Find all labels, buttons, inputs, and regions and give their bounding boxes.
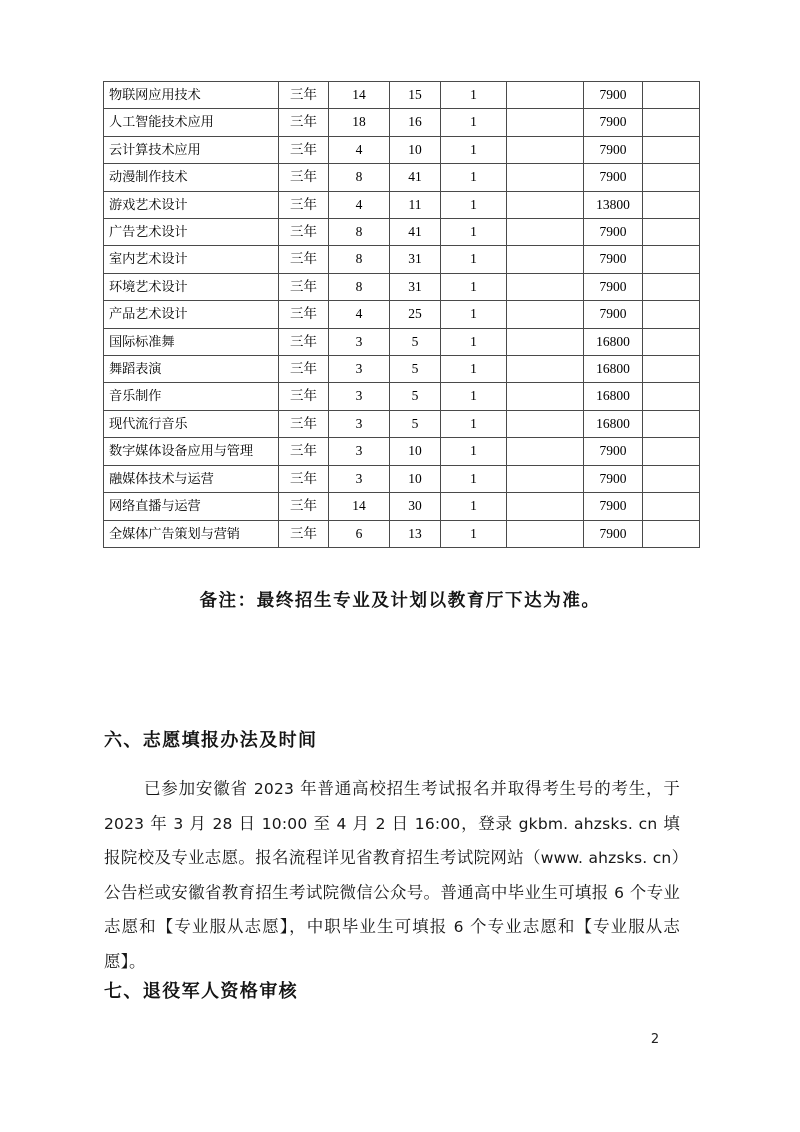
par-text-13: 月 xyxy=(346,813,376,833)
cell-years: 三年 xyxy=(279,273,329,300)
cell-plan-3: 1 xyxy=(441,136,507,163)
cell-major: 云计算技术应用 xyxy=(104,136,279,163)
cell-years: 三年 xyxy=(279,301,329,328)
cell-remark xyxy=(643,438,700,465)
cell-plan-3: 1 xyxy=(441,328,507,355)
cell-years: 三年 xyxy=(279,383,329,410)
cell-fee: 7900 xyxy=(584,438,643,465)
table-row xyxy=(104,520,700,547)
cell-fee: 7900 xyxy=(584,246,643,273)
par-text-3: 年普通高校招生考试报名并取得考生号的考生，于 xyxy=(294,779,681,798)
cell-remark xyxy=(643,82,700,109)
table-row xyxy=(104,82,700,109)
cell-major: 全媒体广告策划与营销 xyxy=(104,520,279,547)
cell-remark xyxy=(643,246,700,273)
cell-plan-2: 11 xyxy=(390,191,441,218)
cell-plan-1: 3 xyxy=(329,383,390,410)
cell-plan-3: 1 xyxy=(441,191,507,218)
cell-remark xyxy=(643,301,700,328)
par-text-17: ，登录 xyxy=(460,813,519,833)
table-footnote: 备注：最终招生专业及计划以教育厅下达为准。 xyxy=(199,591,601,611)
par-text-15: 日 xyxy=(385,813,415,833)
cell-remark xyxy=(643,520,700,547)
cell-plan-1: 8 xyxy=(329,273,390,300)
cell-remark xyxy=(643,465,700,492)
cell-plan-3: 1 xyxy=(441,109,507,136)
par-text-7: 月 xyxy=(183,813,213,833)
cell-blank xyxy=(507,328,584,355)
table-row xyxy=(104,246,700,273)
par-url-gkbm: gkbm. ahzsks. cn xyxy=(518,814,658,833)
cell-remark xyxy=(643,109,700,136)
table-row xyxy=(104,383,700,410)
cell-blank xyxy=(507,493,584,520)
par-month-4: 4 xyxy=(336,814,347,833)
cell-plan-1: 4 xyxy=(329,191,390,218)
cell-years: 三年 xyxy=(279,246,329,273)
par-year-2023-b: 2023 xyxy=(104,814,145,833)
cell-major: 数字媒体设备应用与管理 xyxy=(104,438,279,465)
cell-plan-2: 41 xyxy=(390,219,441,246)
cell-plan-1: 4 xyxy=(329,301,390,328)
cell-plan-1: 3 xyxy=(329,410,390,437)
cell-fee: 16800 xyxy=(584,410,643,437)
enrollment-plan-table xyxy=(103,81,700,548)
cell-fee: 16800 xyxy=(584,356,643,383)
cell-blank xyxy=(507,273,584,300)
cell-plan-1: 3 xyxy=(329,356,390,383)
par-text-21: ）公告栏或安徽省教育招生考试院微信公众号。普通高中毕业生可填报 xyxy=(104,848,681,902)
cell-plan-3: 1 xyxy=(441,520,507,547)
cell-years: 三年 xyxy=(279,82,329,109)
cell-plan-2: 15 xyxy=(390,82,441,109)
cell-major: 音乐制作 xyxy=(104,383,279,410)
cell-years: 三年 xyxy=(279,109,329,136)
cell-fee: 7900 xyxy=(584,136,643,163)
cell-plan-2: 5 xyxy=(390,410,441,437)
cell-plan-2: 5 xyxy=(390,383,441,410)
cell-plan-2: 10 xyxy=(390,136,441,163)
cell-plan-1: 14 xyxy=(329,82,390,109)
cell-plan-1: 18 xyxy=(329,109,390,136)
cell-plan-3: 1 xyxy=(441,493,507,520)
cell-blank xyxy=(507,520,584,547)
cell-plan-1: 3 xyxy=(329,465,390,492)
par-month-3: 3 xyxy=(173,814,184,833)
cell-fee: 7900 xyxy=(584,465,643,492)
cell-plan-1: 14 xyxy=(329,493,390,520)
cell-fee: 7900 xyxy=(584,109,643,136)
table-row xyxy=(104,465,700,492)
cell-fee: 7900 xyxy=(584,520,643,547)
cell-fee: 7900 xyxy=(584,164,643,191)
cell-plan-1: 8 xyxy=(329,246,390,273)
par-text-9: 日 xyxy=(232,813,262,833)
table-row xyxy=(104,438,700,465)
par-count-6-a: 6 xyxy=(614,883,625,902)
table-row xyxy=(104,191,700,218)
cell-plan-3: 1 xyxy=(441,438,507,465)
table-row xyxy=(104,109,700,136)
cell-remark xyxy=(643,493,700,520)
cell-major: 产品艺术设计 xyxy=(104,301,279,328)
cell-plan-2: 25 xyxy=(390,301,441,328)
cell-remark xyxy=(643,410,700,437)
cell-years: 三年 xyxy=(279,438,329,465)
cell-major: 人工智能技术应用 xyxy=(104,109,279,136)
cell-blank xyxy=(507,301,584,328)
cell-fee: 7900 xyxy=(584,82,643,109)
cell-years: 三年 xyxy=(279,136,329,163)
par-text-5: 年 xyxy=(144,813,174,833)
cell-remark xyxy=(643,191,700,218)
cell-plan-2: 13 xyxy=(390,520,441,547)
cell-plan-2: 16 xyxy=(390,109,441,136)
par-url-ahzsks: www. ahzsks. cn xyxy=(540,849,672,867)
cell-fee: 7900 xyxy=(584,301,643,328)
cell-plan-2: 31 xyxy=(390,273,441,300)
table-row xyxy=(104,356,700,383)
cell-plan-1: 8 xyxy=(329,219,390,246)
cell-major: 室内艺术设计 xyxy=(104,246,279,273)
cell-fee: 16800 xyxy=(584,328,643,355)
cell-years: 三年 xyxy=(279,493,329,520)
cell-remark xyxy=(643,136,700,163)
table-row xyxy=(104,328,700,355)
cell-plan-3: 1 xyxy=(441,383,507,410)
cell-remark xyxy=(643,383,700,410)
cell-fee: 16800 xyxy=(584,383,643,410)
table-row xyxy=(104,164,700,191)
par-text-19: 填报院校及专业志愿。报名流程详见省教育招生考试院网站（ xyxy=(104,813,680,867)
cell-blank xyxy=(507,82,584,109)
par-day-2: 2 xyxy=(375,814,386,833)
cell-plan-2: 5 xyxy=(390,328,441,355)
cell-plan-3: 1 xyxy=(441,273,507,300)
cell-major: 舞蹈表演 xyxy=(104,356,279,383)
cell-major: 动漫制作技术 xyxy=(104,164,279,191)
section-six-paragraph xyxy=(104,772,680,979)
par-year-2023-a: 2023 xyxy=(253,780,295,798)
cell-plan-2: 31 xyxy=(390,246,441,273)
cell-blank xyxy=(507,191,584,218)
cell-plan-1: 6 xyxy=(329,520,390,547)
cell-plan-3: 1 xyxy=(441,410,507,437)
section-heading-seven: 七、退役军人资格审核 xyxy=(104,981,298,1002)
cell-fee: 7900 xyxy=(584,219,643,246)
cell-plan-3: 1 xyxy=(441,82,507,109)
cell-blank xyxy=(507,410,584,437)
par-time-end: 16:00 xyxy=(414,814,461,833)
cell-major: 国际标准舞 xyxy=(104,328,279,355)
cell-years: 三年 xyxy=(279,219,329,246)
cell-blank xyxy=(507,438,584,465)
cell-plan-3: 1 xyxy=(441,219,507,246)
cell-major: 物联网应用技术 xyxy=(104,82,279,109)
cell-plan-3: 1 xyxy=(441,301,507,328)
cell-major: 现代流行音乐 xyxy=(104,410,279,437)
cell-blank xyxy=(507,356,584,383)
section-heading-six: 六、志愿填报办法及时间 xyxy=(104,730,318,751)
table-row xyxy=(104,301,700,328)
cell-plan-2: 10 xyxy=(390,438,441,465)
cell-plan-1: 3 xyxy=(329,328,390,355)
cell-plan-2: 5 xyxy=(390,356,441,383)
cell-remark xyxy=(643,328,700,355)
cell-remark xyxy=(643,273,700,300)
par-text-11: 至 xyxy=(307,813,337,833)
cell-plan-3: 1 xyxy=(441,164,507,191)
table-row xyxy=(104,219,700,246)
cell-years: 三年 xyxy=(279,191,329,218)
par-text-25: 个专业志愿和【专业服从志愿】。 xyxy=(104,917,680,971)
par-text-23: 个专业志愿和【专业服从志愿】，中职毕业生可填报 xyxy=(104,882,680,936)
cell-major: 网络直播与运营 xyxy=(104,493,279,520)
cell-plan-2: 41 xyxy=(390,164,441,191)
cell-plan-1: 4 xyxy=(329,136,390,163)
cell-remark xyxy=(643,164,700,191)
table-row xyxy=(104,273,700,300)
cell-remark xyxy=(643,356,700,383)
cell-major: 广告艺术设计 xyxy=(104,219,279,246)
cell-years: 三年 xyxy=(279,410,329,437)
cell-blank xyxy=(507,164,584,191)
cell-blank xyxy=(507,465,584,492)
cell-major: 游戏艺术设计 xyxy=(104,191,279,218)
cell-major: 融媒体技术与运营 xyxy=(104,465,279,492)
cell-plan-3: 1 xyxy=(441,246,507,273)
cell-blank xyxy=(507,383,584,410)
cell-plan-2: 10 xyxy=(390,465,441,492)
cell-years: 三年 xyxy=(279,520,329,547)
cell-fee: 7900 xyxy=(584,493,643,520)
par-day-28: 28 xyxy=(212,814,233,833)
cell-fee: 13800 xyxy=(584,191,643,218)
cell-blank xyxy=(507,109,584,136)
table-row xyxy=(104,136,700,163)
par-time-start: 10:00 xyxy=(261,814,308,833)
enrollment-plan-table-body xyxy=(104,82,700,548)
page-number: 2 xyxy=(650,1032,660,1047)
cell-remark xyxy=(643,219,700,246)
table-row xyxy=(104,410,700,437)
cell-years: 三年 xyxy=(279,164,329,191)
cell-fee: 7900 xyxy=(584,273,643,300)
par-count-6-b: 6 xyxy=(453,918,464,936)
cell-years: 三年 xyxy=(279,356,329,383)
cell-plan-2: 30 xyxy=(390,493,441,520)
par-text-1: 已参加安徽省 xyxy=(144,779,254,798)
cell-plan-1: 8 xyxy=(329,164,390,191)
cell-plan-3: 1 xyxy=(441,465,507,492)
cell-plan-1: 3 xyxy=(329,438,390,465)
cell-blank xyxy=(507,136,584,163)
cell-major: 环境艺术设计 xyxy=(104,273,279,300)
cell-blank xyxy=(507,246,584,273)
table-row xyxy=(104,493,700,520)
cell-years: 三年 xyxy=(279,465,329,492)
cell-years: 三年 xyxy=(279,328,329,355)
cell-plan-3: 1 xyxy=(441,356,507,383)
cell-blank xyxy=(507,219,584,246)
